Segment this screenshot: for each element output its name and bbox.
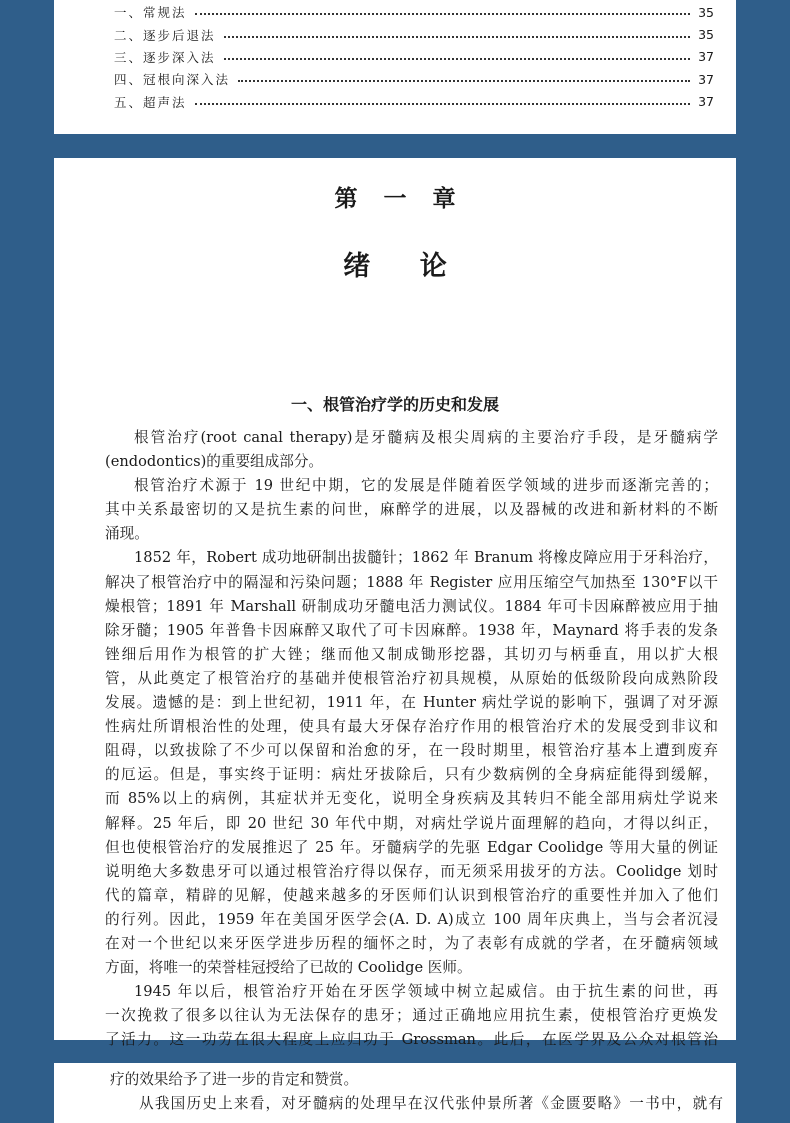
text-line: 的厄运。但是，事实终于证明：病灶牙拔除后，只有少数病例的全身病症能得到缓解， [105,766,718,784]
dot-leader [195,13,691,15]
toc-entry[interactable] [114,23,714,45]
text-line: 疗的效果给予了进一步的肯定和赞赏。 [110,1071,359,1088]
toc-page-number: 35 [698,27,714,43]
text-line: 燥根管；1891 年 Marshall 研制成功牙髓电活力测试仪。1884 年可卡因麻醉被应用于抽 [105,597,718,615]
toc-entry[interactable] [114,1,714,23]
chapter-title: 绪 论 [343,251,447,282]
text-line: 除牙髓；1905 年普鲁卡因麻醉又取代了可卡因麻醉。1938 年，Maynard 将手表的发条 [105,621,718,639]
dot-leader [224,36,691,38]
text-line: 阻碍，以致拔除了不少可以保留和治愈的牙，在一段时期里，根管治疗基本上遭到废弃 [105,742,718,760]
text-line: 管，从此奠定了根管治疗的基础并使根管治疗初具规模，从原始的低级阶段向成熟阶段 [105,669,718,687]
toc-label: 五、超声法 [114,94,187,110]
text-line: 从我国历史上来看，对牙髓病的处理早在汉代张仲景所著《金匮要略》一书中，就有 [139,1095,723,1113]
text-line: 方面，将唯一的荣誉桂冠授给了已故的 Coolidge 医师。 [105,959,472,977]
toc-entry[interactable] [114,91,714,113]
text-line: 代的篇章，精辟的见解，使越来越多的牙医师们认识到根管治疗的重要性并加入了他们 [105,886,718,904]
dot-leader [238,80,690,82]
text-line: 根管治疗术源于 19 世纪中期，它的发展是伴随着医学领域的进步而逐渐完善的； [134,477,718,495]
text-line: 根管治疗(root canal therapy)是牙髓病及根尖周病的主要治疗手段，是牙髓病学 [134,429,718,446]
body-text [105,426,718,1052]
text-line: 而 85%以上的病例，其症状并无变化，说明全身疾病及其转归不能全部用病灶学说来 [105,790,718,808]
toc-label: 三、逐步深入法 [114,49,216,65]
text-line: 1852 年，Robert 成功地研制出拔髓针；1862 年 Branum 将橡皮障应用于牙科治疗， [134,549,718,567]
text-line: 一次挽救了很多以往认为无法保存的患牙；通过正确地应用抗生素，使根管治疗更焕发 [105,1007,718,1025]
table-of-contents [114,1,714,113]
toc-entry[interactable] [114,46,714,68]
text-line: 1945 年以后，根管治疗开始在牙医学领域中树立起威信。由于抗生素的问世，再 [134,983,718,1001]
text-line: 了活力。这一功劳在很大程度上应归功于 Grossman。此后，在医学界及公众对根管治 [105,1031,718,1049]
toc-page-number: 37 [698,94,714,110]
toc-page-number: 37 [698,71,714,87]
toc-page-number: 35 [698,4,714,20]
dot-leader [195,103,691,105]
text-line: 锉细后用作为根管的扩大锉；继而他又制成锄形挖器，其切刃与柄垂直，用以扩大根 [105,645,718,663]
toc-panel [54,0,736,134]
toc-label: 二、逐步后退法 [114,27,216,43]
toc-entry[interactable] [114,68,714,90]
text-line: 涌现。 [105,525,149,543]
text-line: 其中关系最密切的又是抗生素的问世，麻醉学的进展，以及器械的改进和新材料的不断 [105,501,718,519]
section-heading: 一、根管治疗学的历史和发展 [290,395,499,414]
text-line: 性病灶所谓根治性的处理，使具有最大牙保存治疗作用的根管治疗术的发展受到非议和 [105,718,718,736]
toc-label: 一、常规法 [114,5,187,21]
text-line: 的行列。因此，1959 年在美国牙医学会(A. D. A)成立 100 周年庆典上，当与会者沉浸 [105,910,718,928]
toc-page-number: 37 [698,49,714,65]
text-line: 在对一个世纪以来牙医学进步历程的缅怀之时，为了表彰有成就的学者，在牙髓病领域 [105,934,718,952]
text-line: 解决了根管治疗中的隔湿和污染问题；1888 年 Register 应用压缩空气加热至 130°F以干 [105,573,718,591]
text-line: 说明绝大多数患牙可以通过根管治疗得以保存，而无须采用拔牙的方法。Coolidge 划时 [105,862,718,880]
text-line: 发展。遗憾的是：到上世纪初，1911 年，在 Hunter 病灶学说的影响下，强调了对牙源 [105,694,718,712]
text-line: 解释。25 年后，即 20 世纪 30 年代中期，对病灶学说片面理解的趋向，才得以纠正， [105,814,718,832]
text-line: (endodontics)的重要组成部分。 [105,453,324,471]
next-page-text [110,1068,723,1116]
chapter-page [54,158,736,1049]
text-line: 但也使根管治疗的发展推迟了 25 年。牙髓病学的先驱 Edgar Coolidge 等用大量的例证 [105,838,718,856]
next-page-panel [54,1063,736,1123]
dot-leader [224,58,691,60]
toc-label: 四、冠根向深入法 [114,72,231,88]
chapter-number: 第 一 章 [334,186,456,212]
